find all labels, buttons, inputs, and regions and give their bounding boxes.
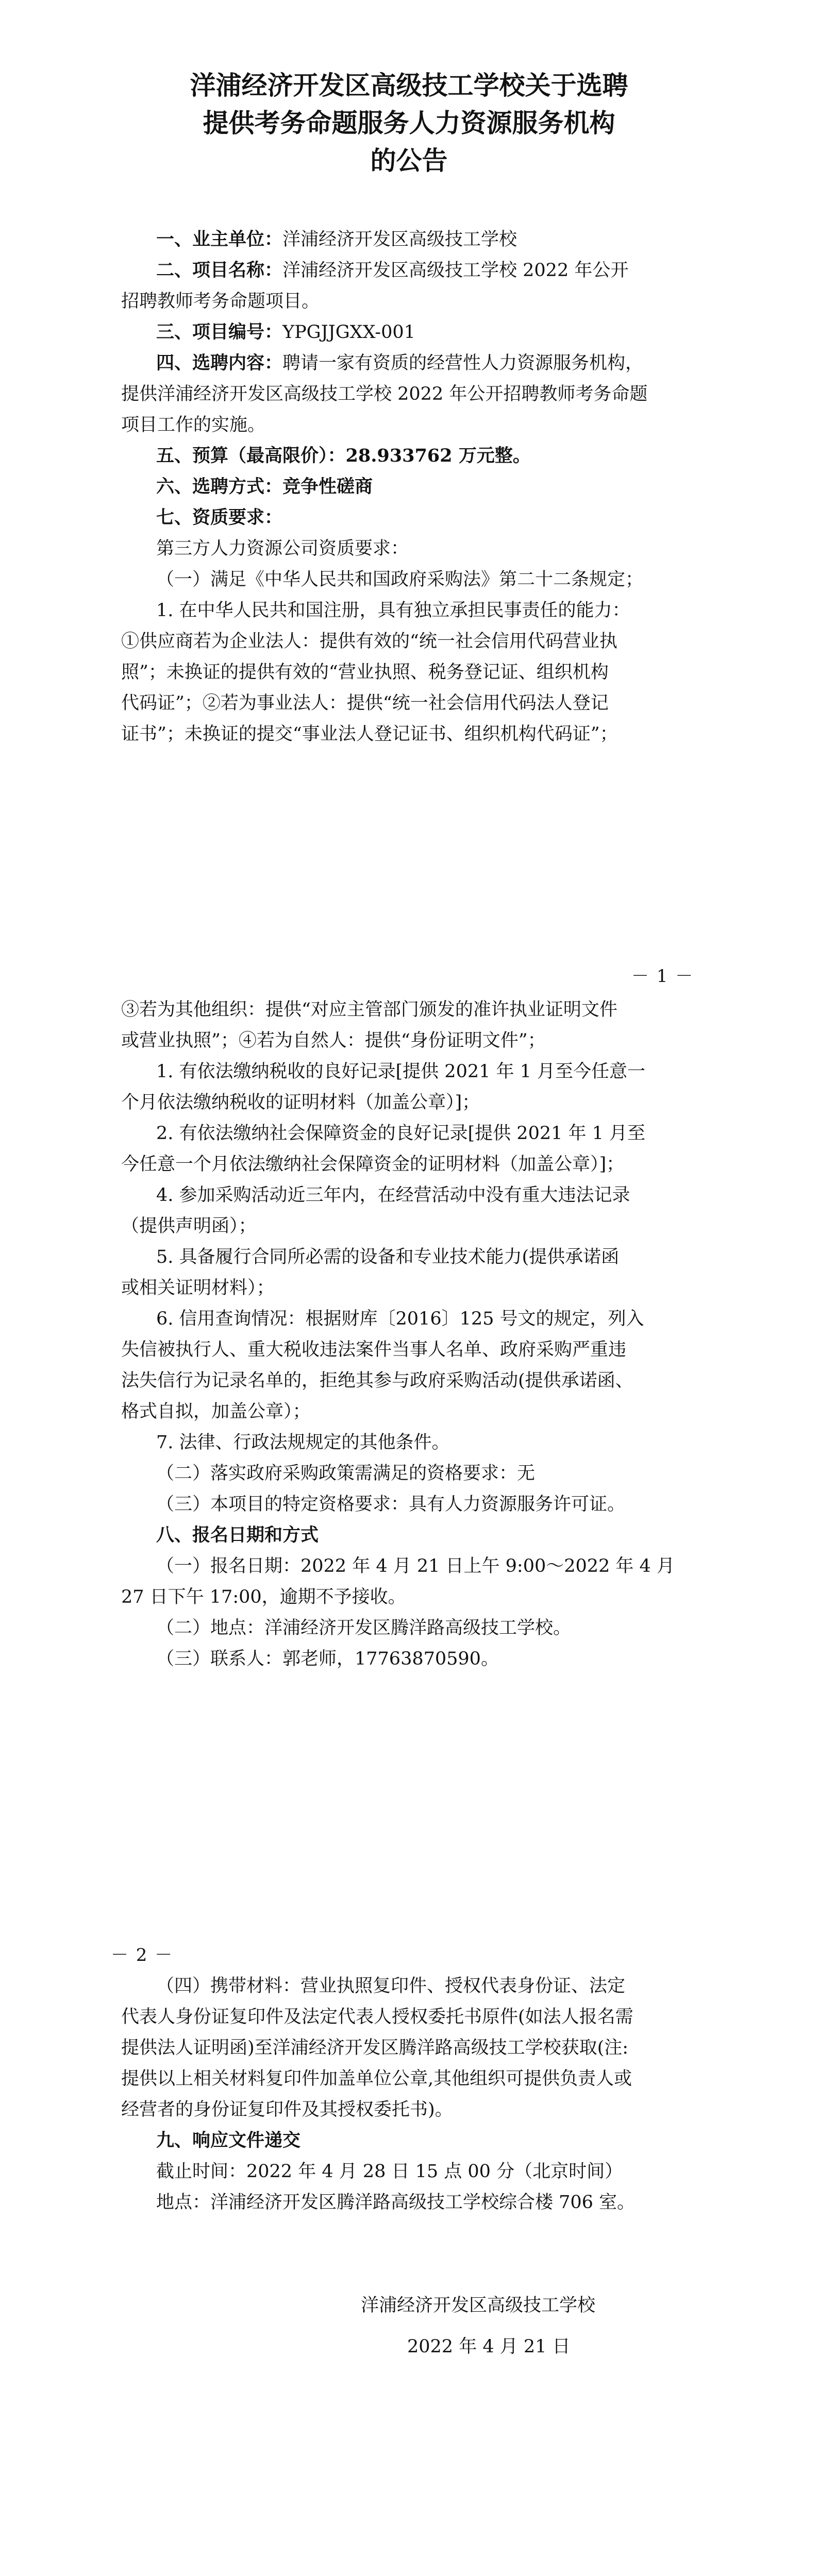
page3-line: 提供以上相关材料复印件加盖单位公章,其他组织可提供负责人或: [121, 2069, 632, 2089]
qualification-heading: 七、资质要求：: [156, 507, 283, 528]
page1-line: 证书”；未换证的提交“事业法人登记证书、组织机构代码证”；: [121, 724, 618, 744]
page1-line: 第三方人力资源公司资质要求：: [156, 538, 409, 559]
page2-line: （二）落实政府采购政策需满足的资格要求：无: [156, 1463, 536, 1484]
project-name-label: 二、项目名称：: [156, 260, 283, 281]
content-label: 四、选聘内容：: [156, 352, 283, 374]
page1-line: ①供应商若为企业法人：提供有效的“统一社会信用代码营业执: [121, 631, 617, 652]
page1-line: 照”；未换证的提供有效的“营业执照、税务登记证、组织机构: [121, 662, 609, 683]
page3-line: 提供法人证明函)至洋浦经济开发区腾洋路高级技工学校获取(注:: [121, 2038, 629, 2058]
project-name-value: 洋浦经济开发区高级技工学校 2022 年公开: [282, 260, 629, 281]
method-value: 竞争性磋商: [282, 476, 373, 497]
page2-line: 5. 具备履行合同所必需的设备和专业技术能力(提供承诺函: [156, 1247, 620, 1267]
page3-line: 代表人身份证复印件及法定代表人授权委托书原件(如法人报名需: [121, 2007, 633, 2027]
method-label: 六、选聘方式：: [156, 476, 283, 497]
signature-org: 洋浦经济开发区高级技工学校: [361, 2295, 596, 2316]
page2-line: 2. 有依法缴纳社会保障资金的良好记录[提供 2021 年 1 月至: [156, 1123, 646, 1144]
page2-line: 7. 法律、行政法规规定的其他条件。: [156, 1432, 450, 1453]
page1-line: 代码证”；②若为事业法人：提供“统一社会信用代码法人登记: [121, 693, 609, 714]
content-value: 聘请一家有资质的经营性人力资源服务机构，: [282, 353, 644, 374]
notice-title-line-3: 的公告: [370, 146, 448, 176]
page1-line: 1. 在中华人民共和国注册，具有独立承担民事责任的能力：: [156, 600, 630, 621]
page2-line: ③若为其他组织：提供“对应主管部门颁发的准许执业证明文件: [121, 999, 617, 1020]
page-number-2: － 2 －: [111, 1945, 174, 1965]
page3-line: 截止时间：2022 年 4 月 28 日 15 点 00 分（北京时间）: [156, 2161, 623, 2182]
page2-line: （提供声明函）；: [121, 1216, 257, 1236]
page2-line: 或营业执照”；④若为自然人：提供“身份证明文件”；: [121, 1030, 546, 1051]
content-cont-2: 项目工作的实施。: [121, 415, 266, 435]
notice-title-line-2: 提供考务命题服务人力资源服务机构: [203, 108, 615, 138]
page2-line: 6. 信用查询情况：根据财库〔2016〕125 号文的规定，列入: [156, 1309, 644, 1329]
project-no-value: YPGJJGXX-001: [282, 322, 415, 343]
content-cont-1: 提供洋浦经济开发区高级技工学校 2022 年公开招聘教师考务命题: [121, 384, 648, 404]
project-name-row: [156, 258, 628, 283]
page3-line: （四）携带材料：营业执照复印件、授权代表身份证、法定: [156, 1976, 626, 1996]
page2-line: （一）报名日期：2022 年 4 月 21 日上午 9:00～2022 年 4 月: [156, 1556, 675, 1577]
project-no-row: [156, 319, 415, 345]
content-row: [156, 350, 643, 376]
owner-row: [156, 227, 517, 252]
page2-line: 或相关证明材料）；: [121, 1278, 275, 1298]
project-name-cont: 招聘教师考务命题项目。: [121, 291, 320, 312]
page2-line: （三）本项目的特定资格要求：具有人力资源服务许可证。: [156, 1494, 626, 1515]
page2-line: 4. 参加采购活动近三年内，在经营活动中没有重大违法记录: [156, 1185, 630, 1206]
owner-label: 一、业主单位：: [156, 229, 283, 250]
page2-line: 1. 有依法缴纳税收的良好记录[提供 2021 年 1 月至今任意一: [156, 1061, 646, 1082]
page1-line: （一）满足《中华人民共和国政府采购法》第二十二条规定；: [156, 569, 644, 590]
submission-heading: 九、响应文件递交: [156, 2130, 301, 2151]
page2-line: （二）地点：洋浦经济开发区腾洋路高级技工学校。: [156, 1618, 572, 1638]
signature-date: 2022 年 4 月 21 日: [407, 2336, 571, 2357]
page2-line: 今任意一个月依法缴纳社会保障资金的证明材料（加盖公章）]；: [121, 1154, 625, 1175]
page2-line: （三）联系人：郭老师，17763870590。: [156, 1649, 499, 1669]
project-no-label: 三、项目编号：: [156, 321, 283, 343]
page2-line: 法失信行为记录名单的，拒绝其参与政府采购活动(提供承诺函、: [121, 1370, 633, 1391]
method-row: [156, 474, 373, 500]
page2-line: 失信被执行人、重大税收违法案件当事人名单、政府采购严重违: [121, 1340, 627, 1360]
budget-row: 五、预算（最高限价）：28.933762 万元整。: [156, 445, 531, 466]
page3-line: 经营者的身份证复印件及其授权委托书)。: [121, 2099, 453, 2120]
page2-line: 27 日下午 17:00，逾期不予接收。: [121, 1587, 406, 1607]
signup-heading: 八、报名日期和方式: [156, 1524, 319, 1546]
page-number-1: － 1 －: [631, 966, 694, 987]
page3-line: 地点：洋浦经济开发区腾洋路高级技工学校综合楼 706 室。: [156, 2192, 636, 2213]
notice-title-line-1: 洋浦经济开发区高级技工学校关于选聘: [190, 71, 628, 100]
owner-value: 洋浦经济开发区高级技工学校: [282, 229, 517, 250]
page2-line: 格式自拟，加盖公章）；: [121, 1401, 311, 1422]
page2-line: 个月依法缴纳税收的证明材料（加盖公章）]；: [121, 1092, 480, 1113]
